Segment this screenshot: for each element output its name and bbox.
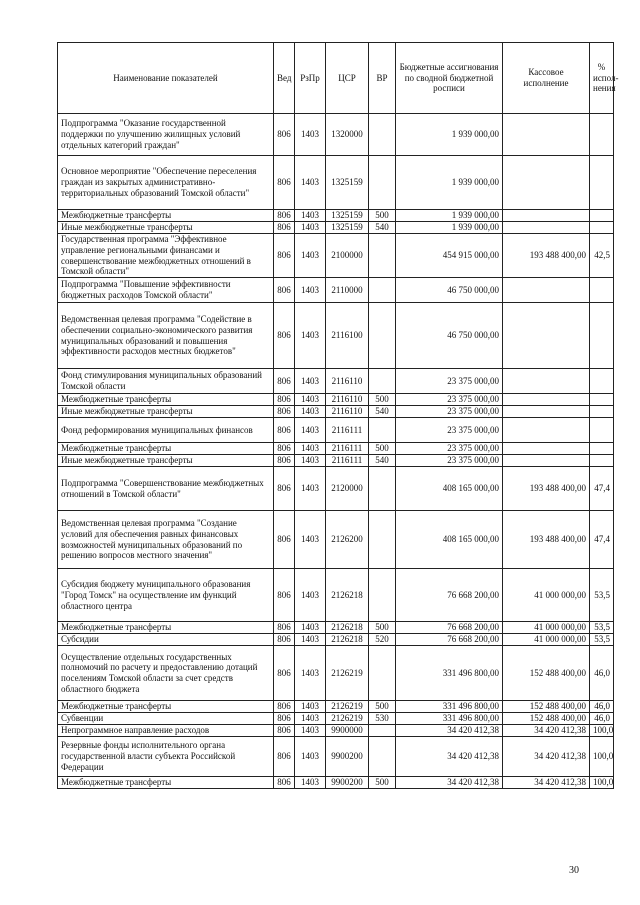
cell-ved: 806 [274, 737, 295, 777]
cell-ved: 806 [274, 777, 295, 789]
cell-cash: 41 000 000,00 [503, 569, 590, 622]
header-cash: Кассовое исполнение [503, 43, 590, 114]
table-row [58, 569, 614, 622]
cell-rzpr: 1403 [295, 725, 326, 737]
cell-ved: 806 [274, 646, 295, 701]
table-row [58, 634, 614, 646]
cell-budget: 408 165 000,00 [396, 467, 503, 511]
cell-vr [369, 725, 396, 737]
cell-csr: 9900000 [326, 725, 369, 737]
cell-rzpr: 1403 [295, 234, 326, 278]
cell-pct [590, 303, 614, 369]
cell-name: Межбюджетные трансферты [58, 210, 274, 222]
cell-budget: 23 375 000,00 [396, 394, 503, 406]
table-row [58, 303, 614, 369]
cell-csr: 9900200 [326, 737, 369, 777]
table-row [58, 222, 614, 234]
cell-pct: 46,0 [590, 713, 614, 725]
cell-rzpr: 1403 [295, 737, 326, 777]
cell-ved: 806 [274, 210, 295, 222]
cell-ved: 806 [274, 303, 295, 369]
cell-pct: 46,0 [590, 646, 614, 701]
cell-ved: 806 [274, 234, 295, 278]
cell-name: Основное мероприятие "Обеспечение переселения граждан из закрытых административно-территориальных образований Томской области" [58, 156, 274, 210]
cell-rzpr: 1403 [295, 278, 326, 303]
cell-ved: 806 [274, 406, 295, 418]
cell-pct [590, 443, 614, 455]
cell-budget: 34 420 412,38 [396, 725, 503, 737]
cell-budget: 23 375 000,00 [396, 418, 503, 443]
cell-csr: 2100000 [326, 234, 369, 278]
cell-budget: 23 375 000,00 [396, 406, 503, 418]
cell-rzpr: 1403 [295, 467, 326, 511]
table-row [58, 406, 614, 418]
table-row [58, 511, 614, 569]
cell-vr [369, 234, 396, 278]
cell-name: Межбюджетные трансферты [58, 701, 274, 713]
cell-cash: 34 420 412,38 [503, 737, 590, 777]
cell-cash: 34 420 412,38 [503, 725, 590, 737]
cell-vr: 530 [369, 713, 396, 725]
cell-ved: 806 [274, 713, 295, 725]
table-body [58, 114, 614, 789]
cell-name: Иные межбюджетные трансферты [58, 406, 274, 418]
cell-vr: 500 [369, 777, 396, 789]
header-pct: % испол-нения [590, 43, 614, 114]
cell-budget: 76 668 200,00 [396, 622, 503, 634]
cell-pct [590, 418, 614, 443]
cell-cash [503, 418, 590, 443]
cell-cash: 34 420 412,38 [503, 777, 590, 789]
table-row [58, 418, 614, 443]
table-row [58, 713, 614, 725]
cell-csr: 1320000 [326, 114, 369, 156]
budget-table [57, 42, 619, 789]
cell-pct [590, 394, 614, 406]
cell-csr: 2126218 [326, 622, 369, 634]
cell-cash [503, 406, 590, 418]
cell-vr [369, 569, 396, 622]
cell-rzpr: 1403 [295, 622, 326, 634]
cell-budget: 46 750 000,00 [396, 303, 503, 369]
cell-vr [369, 303, 396, 369]
cell-name: Подпрограмма "Совершенствование межбюджетных отношений в Томской области" [58, 467, 274, 511]
cell-budget: 46 750 000,00 [396, 278, 503, 303]
cell-budget: 76 668 200,00 [396, 569, 503, 622]
cell-pct: 53,5 [590, 634, 614, 646]
cell-cash [503, 156, 590, 210]
cell-csr: 2110000 [326, 278, 369, 303]
cell-cash [503, 394, 590, 406]
cell-name: Фонд реформирования муниципальных финансов [58, 418, 274, 443]
cell-rzpr: 1403 [295, 210, 326, 222]
cell-csr: 2116111 [326, 443, 369, 455]
cell-vr [369, 737, 396, 777]
header-vr: ВР [369, 43, 396, 114]
cell-rzpr: 1403 [295, 455, 326, 467]
table-row [58, 725, 614, 737]
cell-name: Фонд стимулирования муниципальных образований Томской области [58, 369, 274, 394]
cell-name: Ведомственная целевая программа "Создание условий для обеспечения равных финансовых возможностей муниципальных образований по решению вопросов местного значения" [58, 511, 274, 569]
header-ved: Вед [274, 43, 295, 114]
cell-vr: 520 [369, 634, 396, 646]
cell-budget: 1 939 000,00 [396, 156, 503, 210]
cell-rzpr: 1403 [295, 569, 326, 622]
cell-ved: 806 [274, 455, 295, 467]
table-row [58, 394, 614, 406]
cell-cash [503, 455, 590, 467]
cell-name: Подпрограмма "Повышение эффективности бюджетных расходов Томской области" [58, 278, 274, 303]
cell-name: Межбюджетные трансферты [58, 777, 274, 789]
cell-cash: 152 488 400,00 [503, 646, 590, 701]
cell-pct [590, 156, 614, 210]
cell-budget: 23 375 000,00 [396, 455, 503, 467]
cell-vr [369, 511, 396, 569]
cell-budget: 1 939 000,00 [396, 222, 503, 234]
cell-rzpr: 1403 [295, 222, 326, 234]
cell-cash: 152 488 400,00 [503, 713, 590, 725]
cell-rzpr: 1403 [295, 443, 326, 455]
cell-ved: 806 [274, 725, 295, 737]
cell-budget: 1 939 000,00 [396, 114, 503, 156]
cell-pct [590, 278, 614, 303]
cell-cash: 41 000 000,00 [503, 622, 590, 634]
cell-vr [369, 418, 396, 443]
cell-rzpr: 1403 [295, 156, 326, 210]
cell-rzpr: 1403 [295, 369, 326, 394]
cell-csr: 2116110 [326, 394, 369, 406]
cell-name: Иные межбюджетные трансферты [58, 455, 274, 467]
cell-budget: 408 165 000,00 [396, 511, 503, 569]
cell-rzpr: 1403 [295, 634, 326, 646]
header-row [58, 43, 614, 114]
cell-ved: 806 [274, 511, 295, 569]
cell-vr [369, 369, 396, 394]
table-row [58, 467, 614, 511]
table-row [58, 455, 614, 467]
cell-csr: 2120000 [326, 467, 369, 511]
table-row [58, 210, 614, 222]
cell-cash [503, 222, 590, 234]
page-number: 30 [569, 865, 579, 876]
cell-cash [503, 114, 590, 156]
cell-rzpr: 1403 [295, 701, 326, 713]
cell-vr: 500 [369, 210, 396, 222]
cell-vr: 540 [369, 406, 396, 418]
cell-cash [503, 369, 590, 394]
cell-pct: 100,0 [590, 737, 614, 777]
cell-pct [590, 406, 614, 418]
cell-csr: 2126219 [326, 713, 369, 725]
cell-pct: 53,5 [590, 622, 614, 634]
cell-rzpr: 1403 [295, 406, 326, 418]
table-row [58, 701, 614, 713]
cell-ved: 806 [274, 222, 295, 234]
cell-rzpr: 1403 [295, 713, 326, 725]
cell-rzpr: 1403 [295, 394, 326, 406]
cell-budget: 454 915 000,00 [396, 234, 503, 278]
cell-rzpr: 1403 [295, 511, 326, 569]
cell-pct [590, 114, 614, 156]
cell-budget: 1 939 000,00 [396, 210, 503, 222]
cell-name: Ведомственная целевая программа "Содействие в обеспечении социально-экономического развития муниципальных образований и повышения эффективности расходов местных бюджетов" [58, 303, 274, 369]
cell-pct [590, 369, 614, 394]
cell-rzpr: 1403 [295, 114, 326, 156]
cell-csr: 2126218 [326, 569, 369, 622]
cell-pct: 100,0 [590, 725, 614, 737]
cell-pct: 46,0 [590, 701, 614, 713]
cell-csr: 2116110 [326, 406, 369, 418]
cell-ved: 806 [274, 114, 295, 156]
cell-cash [503, 278, 590, 303]
table-row [58, 737, 614, 777]
cell-csr: 2116110 [326, 369, 369, 394]
cell-ved: 806 [274, 394, 295, 406]
cell-cash: 193 488 400,00 [503, 467, 590, 511]
cell-budget: 23 375 000,00 [396, 443, 503, 455]
cell-vr [369, 467, 396, 511]
cell-budget: 34 420 412,38 [396, 737, 503, 777]
cell-budget: 76 668 200,00 [396, 634, 503, 646]
cell-vr [369, 114, 396, 156]
cell-budget: 331 496 800,00 [396, 646, 503, 701]
table-row [58, 369, 614, 394]
cell-ved: 806 [274, 443, 295, 455]
cell-vr [369, 646, 396, 701]
table-row [58, 278, 614, 303]
cell-name: Межбюджетные трансферты [58, 622, 274, 634]
table-row [58, 156, 614, 210]
cell-cash: 41 000 000,00 [503, 634, 590, 646]
cell-cash: 193 488 400,00 [503, 511, 590, 569]
cell-ved: 806 [274, 467, 295, 511]
cell-cash: 152 488 400,00 [503, 701, 590, 713]
cell-budget: 34 420 412,38 [396, 777, 503, 789]
cell-pct: 47,4 [590, 511, 614, 569]
cell-rzpr: 1403 [295, 777, 326, 789]
cell-ved: 806 [274, 369, 295, 394]
cell-csr: 1325159 [326, 156, 369, 210]
cell-name: Межбюджетные трансферты [58, 394, 274, 406]
cell-csr: 2126219 [326, 646, 369, 701]
cell-csr: 2126219 [326, 701, 369, 713]
cell-rzpr: 1403 [295, 646, 326, 701]
cell-pct: 100,0 [590, 777, 614, 789]
cell-vr: 500 [369, 622, 396, 634]
cell-vr: 540 [369, 455, 396, 467]
cell-budget: 23 375 000,00 [396, 369, 503, 394]
table-row [58, 114, 614, 156]
cell-pct: 42,5 [590, 234, 614, 278]
cell-name: Государственная программа "Эффективное управление региональными финансами и совершенствование межбюджетных отношений в Томской области" [58, 234, 274, 278]
table-row [58, 777, 614, 789]
cell-cash: 193 488 400,00 [503, 234, 590, 278]
cell-ved: 806 [274, 278, 295, 303]
table-row [58, 622, 614, 634]
table-row [58, 443, 614, 455]
cell-name: Субсидия бюджету муниципального образования "Город Томск" на осуществление им функций областного центра [58, 569, 274, 622]
cell-pct [590, 210, 614, 222]
cell-rzpr: 1403 [295, 303, 326, 369]
cell-name: Субвенции [58, 713, 274, 725]
cell-name: Подпрограмма "Оказание государственной поддержки по улучшению жилищных условий отдельных категорий граждан" [58, 114, 274, 156]
cell-vr: 540 [369, 222, 396, 234]
cell-ved: 806 [274, 622, 295, 634]
cell-pct [590, 222, 614, 234]
cell-vr: 500 [369, 394, 396, 406]
cell-pct [590, 455, 614, 467]
cell-csr: 2126218 [326, 634, 369, 646]
cell-name: Иные межбюджетные трансферты [58, 222, 274, 234]
cell-pct: 47,4 [590, 467, 614, 511]
cell-pct: 53,5 [590, 569, 614, 622]
header-csr: ЦСР [326, 43, 369, 114]
cell-name: Осуществление отдельных государственных полномочий по расчету и предоставлению дотаций поселениям Томской области за счет средств областного бюджета [58, 646, 274, 701]
cell-csr: 2116100 [326, 303, 369, 369]
cell-rzpr: 1403 [295, 418, 326, 443]
cell-vr [369, 156, 396, 210]
header-rzpr: РзПр [295, 43, 326, 114]
cell-budget: 331 496 800,00 [396, 701, 503, 713]
cell-vr [369, 278, 396, 303]
cell-csr: 2126200 [326, 511, 369, 569]
header-name: Наименование показателей [58, 43, 274, 114]
cell-vr: 500 [369, 701, 396, 713]
cell-ved: 806 [274, 156, 295, 210]
cell-vr: 500 [369, 443, 396, 455]
cell-name: Субсидии [58, 634, 274, 646]
cell-ved: 806 [274, 569, 295, 622]
cell-ved: 806 [274, 701, 295, 713]
cell-cash [503, 303, 590, 369]
table-row [58, 234, 614, 278]
table-row [58, 646, 614, 701]
cell-name: Резервные фонды исполнительного органа государственной власти субъекта Российской Федерации [58, 737, 274, 777]
cell-cash [503, 443, 590, 455]
header-budget: Бюджетные ассигнования по сводной бюджетной росписи [396, 43, 503, 114]
cell-name: Межбюджетные трансферты [58, 443, 274, 455]
cell-ved: 806 [274, 418, 295, 443]
cell-cash [503, 210, 590, 222]
cell-budget: 331 496 800,00 [396, 713, 503, 725]
cell-name: Непрограммное направление расходов [58, 725, 274, 737]
cell-csr: 1325159 [326, 210, 369, 222]
cell-csr: 9900200 [326, 777, 369, 789]
cell-csr: 1325159 [326, 222, 369, 234]
cell-csr: 2116111 [326, 418, 369, 443]
cell-ved: 806 [274, 634, 295, 646]
cell-csr: 2116111 [326, 455, 369, 467]
